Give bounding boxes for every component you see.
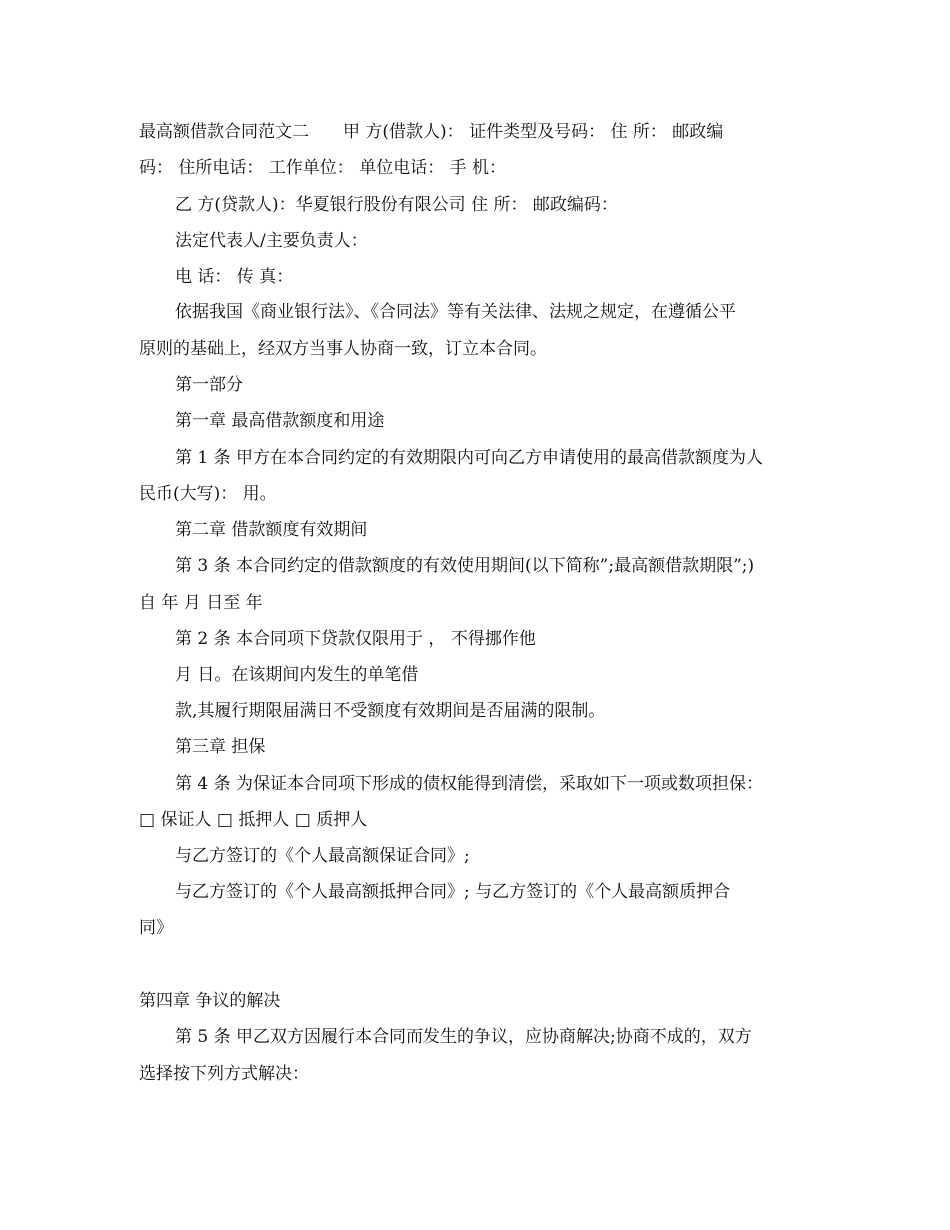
chapter-heading: 第一章 最高借款额度和用途 <box>175 411 385 431</box>
article-5-continued: 选择按下列方式解决： <box>139 1064 309 1084</box>
article-5: 第 5 条 甲乙双方因履行本合同而发生的争议，应协商解决;协商不成的，双方 <box>175 1027 752 1047</box>
article-4: 第 4 条 为保证本合同项下形成的债权能得到清偿，采取如下一项或数项担保： <box>175 774 764 794</box>
chapter-heading: 第二章 借款额度有效期间 <box>175 520 368 540</box>
part-heading: 第一部分 <box>175 375 243 395</box>
legal-representative-line: 法定代表人/主要负责人： <box>175 231 368 251</box>
article-1: 第 1 条 甲方在本合同约定的有效期限内可向乙方申请使用的最高借款额度为人 <box>175 448 764 468</box>
article-4-continued: 与乙方签订的《个人最高额抵押合同》; 与乙方签订的《个人最高额质押合 <box>175 882 731 902</box>
chapter-heading: 第四章 争议的解决 <box>139 991 281 1011</box>
article-2: 第 2 条 本合同项下贷款仅限用于 ， 不得挪作他 <box>175 629 536 649</box>
article-1-continued: 民币(大写)： 用。 <box>139 484 277 504</box>
article-3-continued: 款,其履行期限届满日不受额度有效期间是否届满的限制。 <box>175 701 606 721</box>
article-3: 第 3 条 本合同约定的借款额度的有效使用期间(以下简称”;最高额借款期限”;) <box>175 556 755 576</box>
chapter-heading: 第三章 担保 <box>175 737 266 757</box>
preamble-paragraph-continued: 原则的基础上，经双方当事人协商一致，订立本合同。 <box>139 339 547 359</box>
phone-fax-line: 电 话： 传 真： <box>175 267 294 287</box>
article-3-continued: 自 年 月 日至 年 <box>139 593 263 613</box>
header-line: 最高额借款合同范文二 甲 方(借款人)： 证件类型及号码： 住 所： 邮政编 <box>139 122 724 142</box>
article-4-continued: 与乙方签订的《个人最高额保证合同》; <box>175 846 470 866</box>
party-b-line: 乙 方(贷款人)：华夏银行股份有限公司 住 所： 邮政编码： <box>175 195 618 215</box>
article-3-continued: 月 日。在该期间内发生的单笔借 <box>175 665 419 685</box>
preamble-paragraph: 依据我国《商业银行法》、《合同法》等有关法律、法规之规定，在遵循公平 <box>175 302 736 322</box>
header-line-continued: 码： 住所电话： 工作单位： 单位电话： 手 机： <box>139 158 507 178</box>
article-4-continued: 同》 <box>139 918 173 938</box>
article-4-guarantee-options: □ 保证人 □ 抵押人 □ 质押人 <box>139 810 368 830</box>
